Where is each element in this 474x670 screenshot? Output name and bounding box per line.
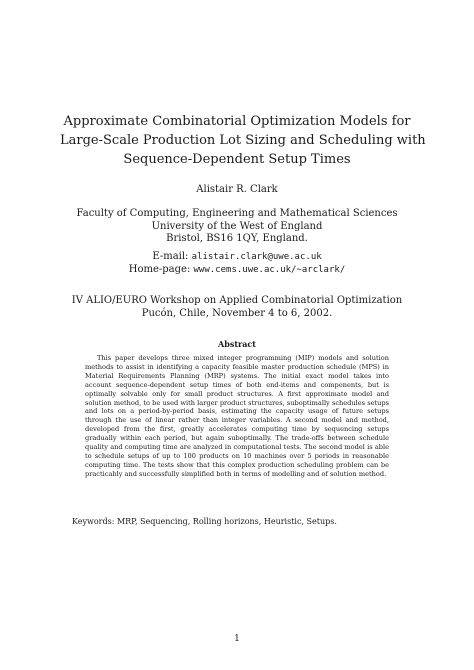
affiliation-line: Bristol, BS16 1QY, England. <box>166 233 308 244</box>
email-line <box>0 251 474 264</box>
homepage-url: www.cems.uwe.ac.uk/∼arclark/ <box>193 264 346 275</box>
workshop-line: IV ALIO/EURO Workshop on Applied Combinatorial Optimization <box>71 295 403 306</box>
author-name: Alistair R. Clark <box>196 184 278 195</box>
homepage-label: Home-page: <box>128 263 191 275</box>
title-line: Large-Scale Production Lot Sizing and Scheduling with <box>60 133 426 148</box>
workshop-line: Pucón, Chile, November 4 to 6, 2002. <box>141 307 333 319</box>
title-line: Sequence-Dependent Setup Times <box>123 152 351 167</box>
affiliation-line: Faculty of Computing, Engineering and Mathematical Sciences <box>76 208 398 219</box>
keywords: Keywords: MRP, Sequencing, Rolling horizons, Heuristic, Setups. <box>72 517 337 526</box>
affiliation-line: University of the West of England <box>151 220 323 232</box>
email-address: alistair.clark@uwe.ac.uk <box>191 252 322 262</box>
title-line: Approximate Combinatorial Optimization Models for <box>63 114 411 129</box>
abstract-text: This paper develops three mixed integer programming (MIP) models and solution methods to assist in identifying a capacity feasible master production schedule (MPS) in Material Requirements Planning (MRP) systems. The initial exact model takes into account sequence-dependent setup times of both end-items and components, but is optimally solvable only for small product structures. A first approximate model and solution method, to be used with larger product structures, suboptimally schedules setups and lots on a period-by-period basis, estimating the capacity usage of future setups through the use of linear rather than integer variables. A second model and method, developed from the first, greatly accelerates computing time by sequencing setups gradually within each period, but again suboptimally. The trade-offs between schedule quality and computing time are analyzed in computational tests. The second model is able to schedule setups of up to 100 products on 10 machines over 5 periods in reasonable computing time. The tests show that this complex production scheduling problem can be practicably and successfully simplified both in terms of modelling and of solution method. <box>85 354 389 478</box>
abstract-heading: Abstract <box>218 339 256 349</box>
email-label: E-mail: <box>152 251 189 262</box>
homepage-line <box>0 264 474 277</box>
page-number: 1 <box>234 634 240 644</box>
author-affiliation <box>0 208 474 246</box>
paper-title <box>60 112 426 169</box>
author-contact <box>0 251 474 276</box>
workshop-info <box>0 295 474 320</box>
